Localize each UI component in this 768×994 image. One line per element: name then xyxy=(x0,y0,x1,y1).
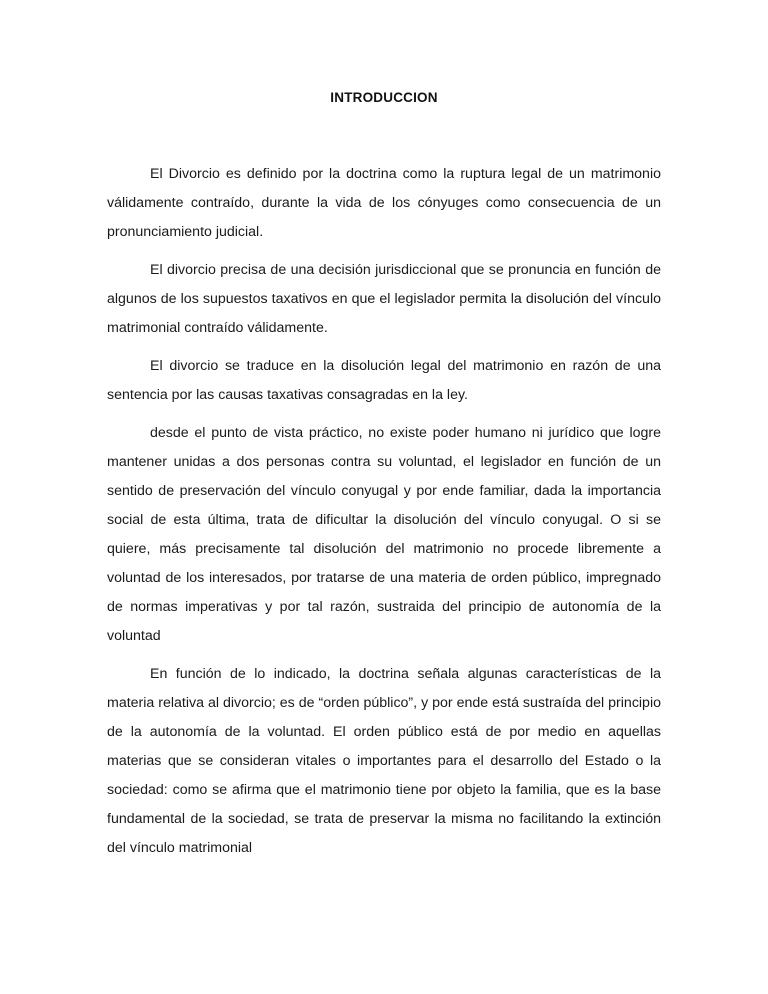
paragraph-definition: El Divorcio es definido por la doctrina como la ruptura legal de un matrimonio válidamente contraído, durante la vida de los cónyuges como consecuencia de un pronunciamiento judicial. xyxy=(107,166,661,240)
document-body xyxy=(107,160,661,872)
paragraph-characteristics: En función de lo indicado, la doctrina señala algunas características de la materia relativa al divorcio; es de “orden público”, y por ende está sustraída del principio de la autonomía de la voluntad. El orden público está de por medio en aquellas materias que se consideran vitales o importantes para el desarrollo del Estado o la sociedad: como se afirma que el matrimonio tiene por objeto la familia, que es la base fundamental de la sociedad, se trata de preservar la misma no facilitando la extinción del vínculo matrimonial xyxy=(107,666,661,856)
paragraph-jurisdictional-decision: El divorcio precisa de una decisión jurisdiccional que se pronuncia en función de algunos de los supuestos taxativos en que el legislador permita la disolución del vínculo matrimonial contraído válidamente. xyxy=(107,262,661,336)
paragraph-practical-view: desde el punto de vista práctico, no existe poder humano ni jurídico que logre mantener unidas a dos personas contra su voluntad, el legislador en función de un sentido de preservación del vínculo conyugal y por ende familiar, dada la importancia social de esta última, trata de dificultar la disolución del vínculo conyugal. O si se quiere, más precisamente tal disolución del matrimonio no procede libremente a voluntad de los interesados, por tratarse de una materia de orden público, impregnado de normas imperativas y por tal razón, sustraida del principio de autonomía de la voluntad xyxy=(107,425,661,644)
paragraph-legal-dissolution: El divorcio se traduce en la disolución legal del matrimonio en razón de una sentencia por las causas taxativas consagradas en la ley. xyxy=(107,358,661,403)
page-title: INTRODUCCION xyxy=(330,90,438,105)
